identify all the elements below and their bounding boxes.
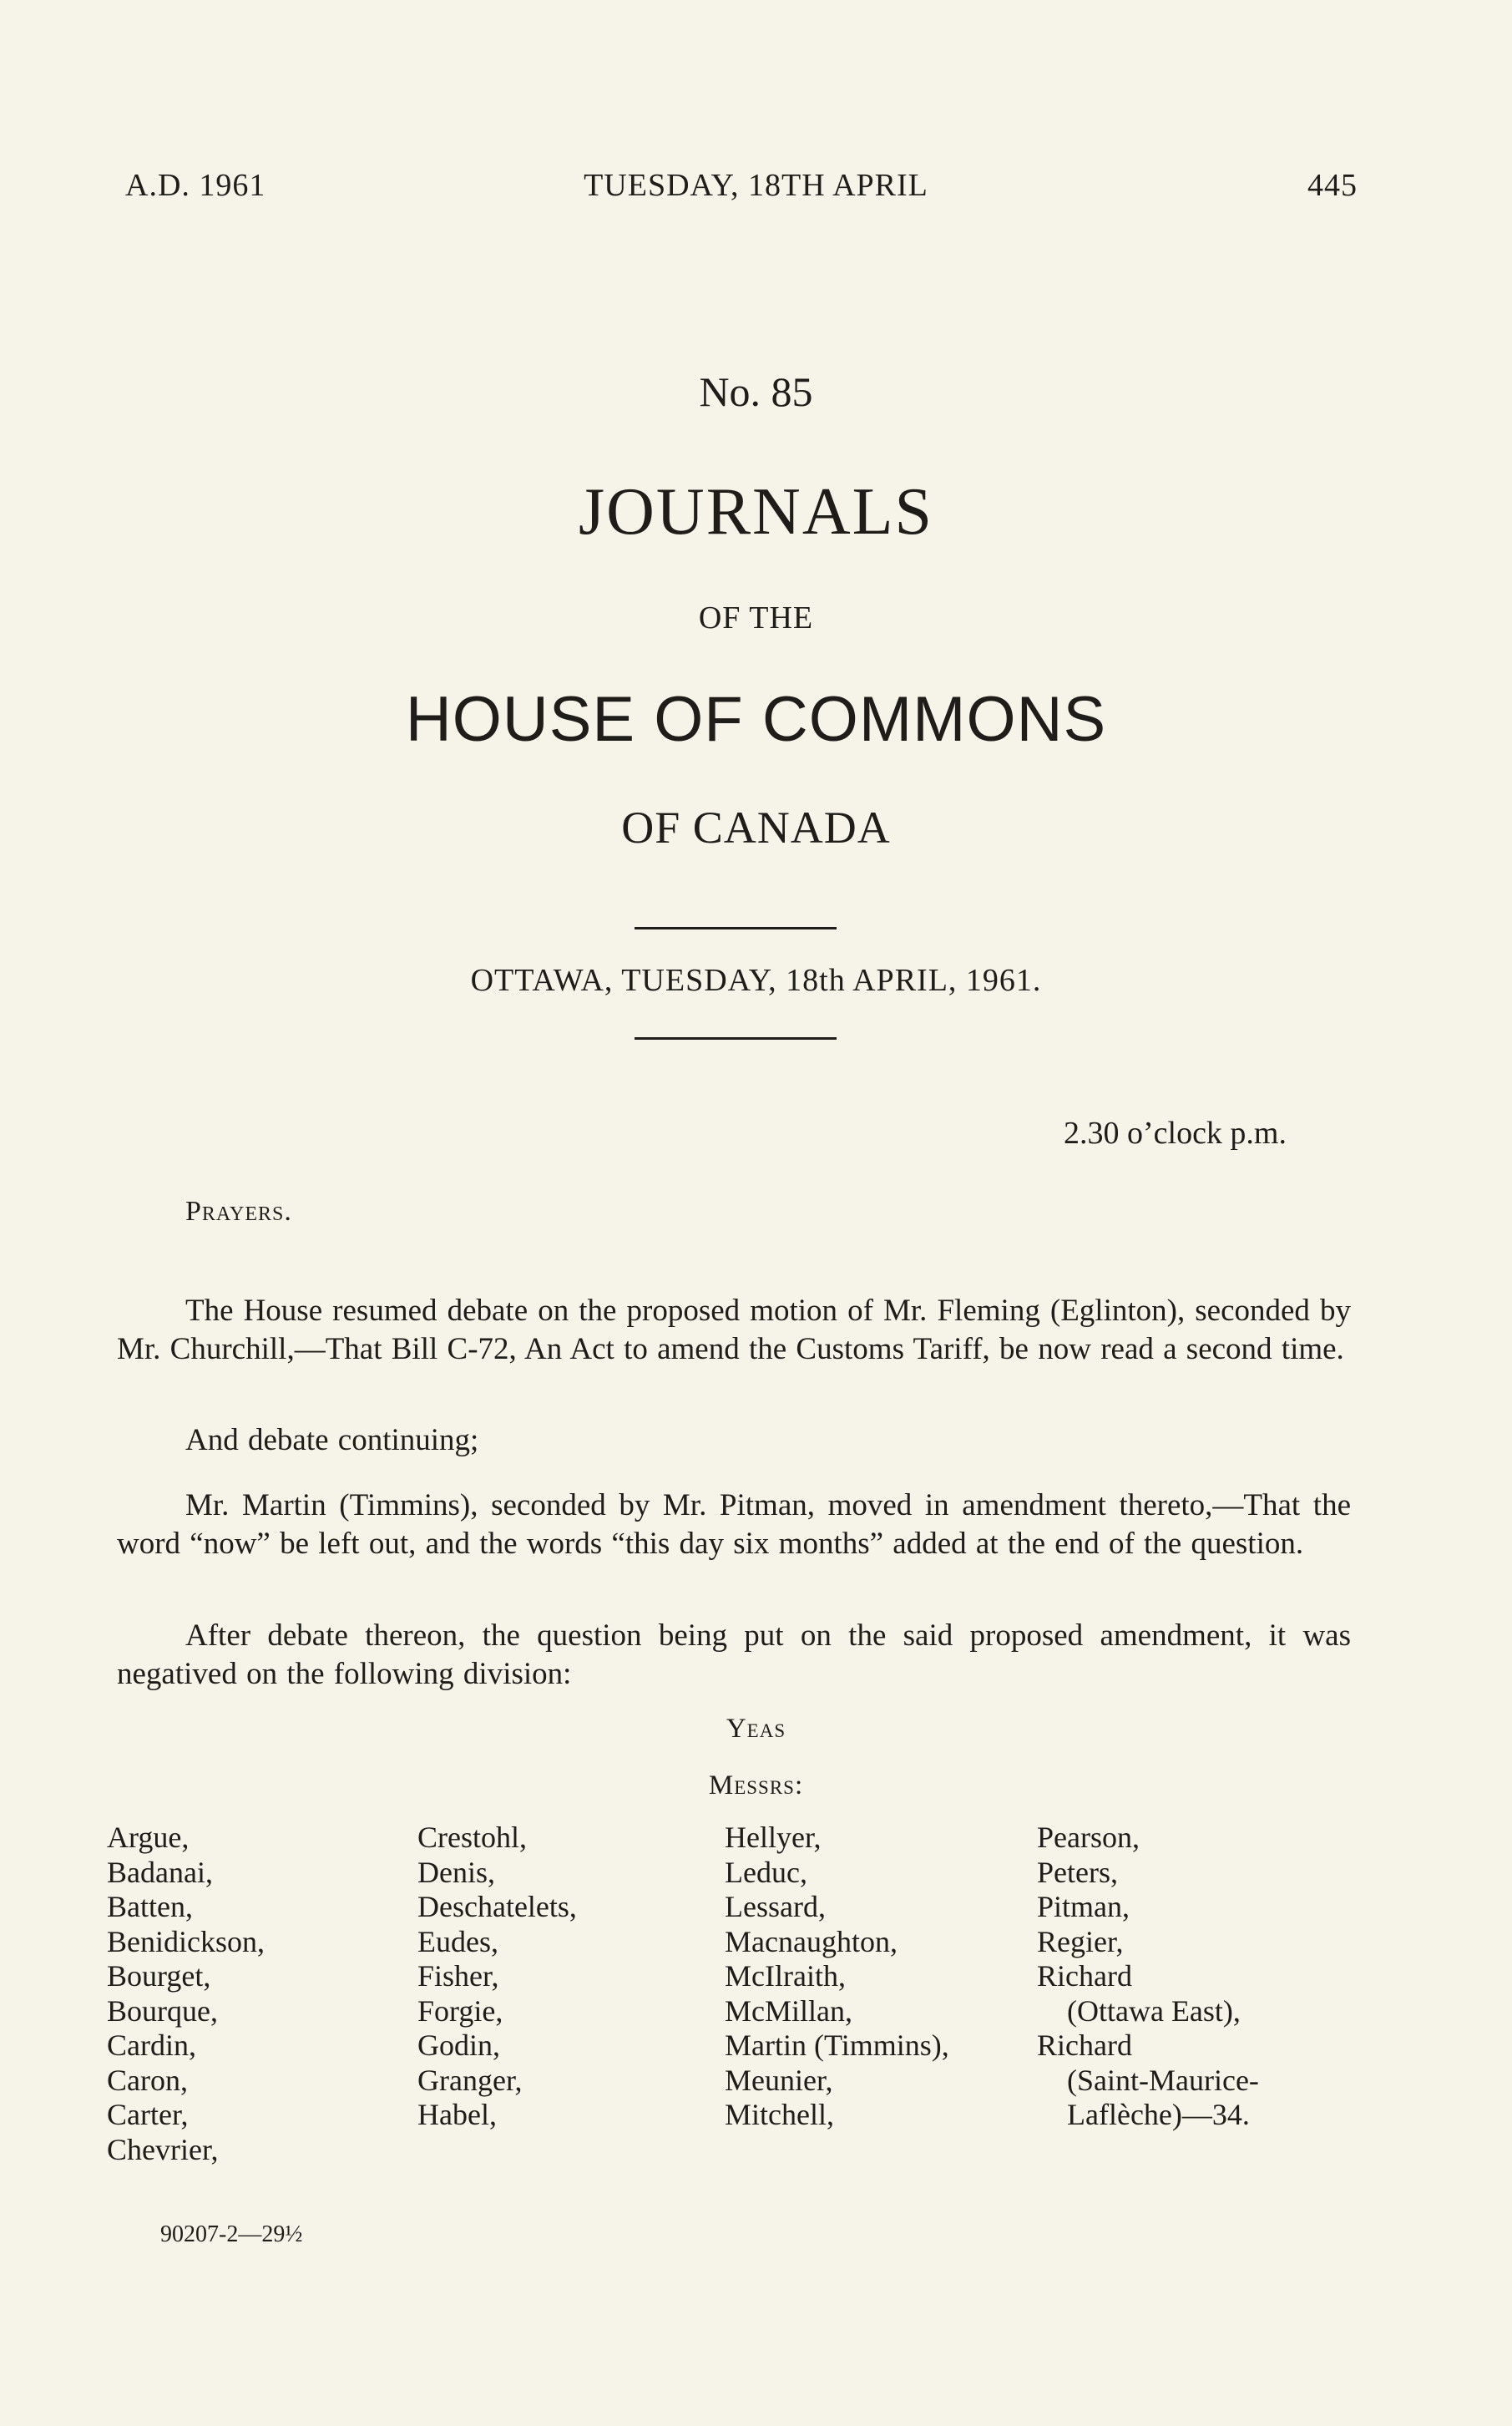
member-name: Deschatelets, bbox=[417, 1890, 577, 1923]
yeas-column-3 bbox=[725, 1821, 949, 2133]
member-name: Mitchell, bbox=[725, 2098, 834, 2131]
member-riding: (Ottawa East), bbox=[1067, 1993, 1241, 2028]
prayers-heading: Prayers. bbox=[185, 1196, 292, 1227]
member-name: Richard bbox=[1037, 2028, 1132, 2062]
title-of-the: OF THE bbox=[698, 600, 814, 636]
member-name: Chevrier, bbox=[107, 2132, 219, 2166]
paragraph-division: After debate thereon, the question being put on the said proposed amendment, it was negatived on the following division: bbox=[117, 1618, 1351, 1691]
member-name: Eudes, bbox=[417, 1924, 498, 1958]
member-name: Caron, bbox=[107, 2063, 188, 2097]
member-name: Pearson, bbox=[1037, 1821, 1140, 1854]
member-name: Granger, bbox=[417, 2063, 523, 2097]
issue-number: No. 85 bbox=[699, 368, 813, 415]
paragraph-amendment: Mr. Martin (Timmins), seconded by Mr. Pitman, moved in amendment thereto,—That the word “now” be left out, and the words “this day six months” added at the end of the question. bbox=[117, 1488, 1351, 1561]
member-name: Forgie, bbox=[417, 1993, 503, 2028]
page-number: 445 bbox=[1307, 168, 1358, 203]
session-date-line: OTTAWA, TUESDAY, 18th APRIL, 1961. bbox=[470, 963, 1042, 998]
printer-code: 90207-2—29½ bbox=[160, 2221, 303, 2247]
session-time: 2.30 o’clock p.m. bbox=[1063, 1116, 1287, 1151]
member-name: Crestohl, bbox=[417, 1821, 527, 1854]
paragraph-resumed-debate: The House resumed debate on the proposed motion of Mr. Fleming (Eglinton), seconded by Mr. Churchill,—That Bill C-72, An Act to amend the Customs Tariff, be now read a second time. bbox=[117, 1294, 1351, 1366]
member-name: Bourget, bbox=[107, 1959, 211, 1993]
member-name: Denis, bbox=[417, 1855, 495, 1889]
member-name: Regier, bbox=[1037, 1924, 1124, 1958]
yeas-column-4 bbox=[1037, 1821, 1259, 2133]
title-of-canada: OF CANADA bbox=[621, 803, 891, 853]
member-name: Fisher, bbox=[417, 1959, 499, 1993]
member-name: McIlraith, bbox=[725, 1959, 846, 1993]
member-riding: (Saint-Maurice- bbox=[1067, 2063, 1259, 2097]
member-name: Habel, bbox=[417, 2098, 497, 2131]
member-name: McMillan, bbox=[725, 1993, 852, 2028]
member-name: Leduc, bbox=[725, 1855, 807, 1889]
yeas-column-1 bbox=[107, 1821, 265, 2167]
member-name: Lessard, bbox=[725, 1890, 826, 1923]
yeas-column-2 bbox=[417, 1821, 577, 2133]
house-title: HOUSE OF COMMONS bbox=[405, 684, 1107, 755]
member-name: Meunier, bbox=[725, 2063, 833, 2097]
member-name: Pitman, bbox=[1037, 1890, 1130, 1923]
member-name: Batten, bbox=[107, 1890, 193, 1923]
member-riding-total: Laflèche)—34. bbox=[1067, 2098, 1250, 2131]
member-name: Macnaughton, bbox=[725, 1924, 898, 1958]
member-name: Badanai, bbox=[107, 1855, 213, 1889]
member-name: Argue, bbox=[107, 1821, 190, 1854]
member-name: Richard bbox=[1037, 1959, 1132, 1993]
member-name: Carter, bbox=[107, 2098, 189, 2131]
journal-title: JOURNALS bbox=[579, 475, 933, 549]
member-name: Cardin, bbox=[107, 2028, 196, 2062]
member-name: Martin (Timmins), bbox=[725, 2028, 949, 2062]
messrs-heading: Messrs: bbox=[708, 1770, 804, 1801]
yeas-heading: Yeas bbox=[726, 1714, 786, 1744]
member-name: Godin, bbox=[417, 2028, 500, 2062]
divider-rule bbox=[635, 927, 837, 929]
running-head-year: A.D. 1961 bbox=[125, 168, 266, 203]
member-name: Hellyer, bbox=[725, 1821, 822, 1854]
member-name: Bourque, bbox=[107, 1993, 218, 2028]
paragraph-debate-continuing: And debate continuing; bbox=[185, 1423, 479, 1457]
divider-rule bbox=[635, 1037, 837, 1040]
member-name: Peters, bbox=[1037, 1855, 1118, 1889]
member-name: Benidickson, bbox=[107, 1924, 265, 1958]
running-head-date: TUESDAY, 18TH APRIL bbox=[584, 168, 928, 203]
